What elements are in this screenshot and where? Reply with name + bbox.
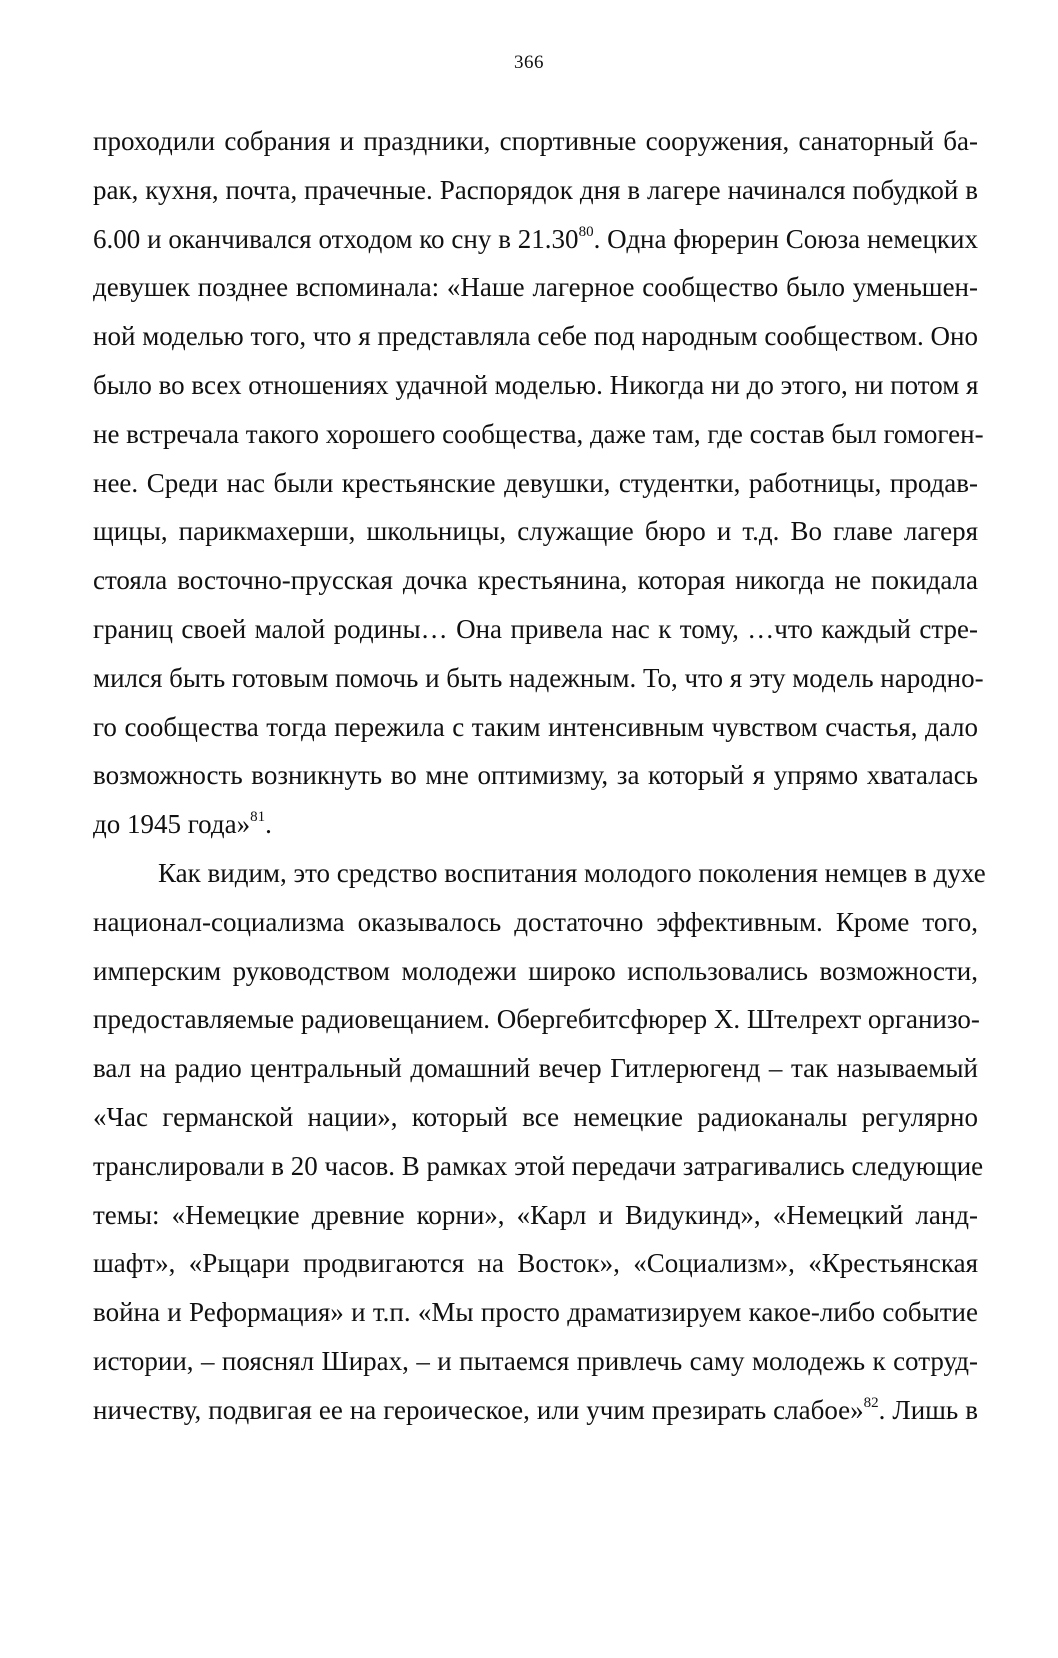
- text-line: вал на радио центральный домашний вечер Гитлерюгенд – так называемый: [93, 1053, 978, 1084]
- page-number: 366: [514, 52, 544, 73]
- text-line: не встречала такого хорошего сообщества, даже там, где состав был гомоген-: [93, 418, 984, 449]
- text-line: было во всех отношениях удачной моделью. Никогда ни до этого, ни потом я: [93, 369, 979, 400]
- text-line: нее. Среди нас были крестьянские девушки, студентки, работницы, продав-: [93, 467, 978, 498]
- text-line: истории, – пояснял Ширах, – и пытаемся привлечь саму молодежь к сотруд-: [93, 1345, 978, 1376]
- text-line: [93, 215, 978, 264]
- text-line: го сообщества тогда пережила с таким интенсивным чувством счастья, дало: [93, 711, 978, 742]
- text-line: девушек позднее вспоминала: «Наше лагерное сообщество было уменьшен-: [93, 272, 978, 303]
- paragraph-camp-life: [93, 117, 984, 849]
- text-line: транслировали в 20 часов. В рамках этой передачи затрагивались следующие: [93, 1150, 984, 1181]
- text-line: [93, 800, 978, 849]
- text-line: возможность возникнуть во мне оптимизму, за который я упрямо хваталась: [93, 760, 978, 791]
- text-line: предоставляемые радиовещанием. Обергебитсфюрер Х. Штелрехт организо-: [93, 1004, 980, 1035]
- text-fragment: до 1945 года»: [93, 809, 251, 840]
- text-line: имперским руководством молодежи широко использовались возможности,: [93, 955, 978, 986]
- text-fragment: . Лишь в: [878, 1394, 978, 1425]
- text-line: «Час германской нации», который все немецкие радиоканалы регулярно: [93, 1101, 978, 1132]
- text-line: темы: «Немецкие древние корни», «Карл и Видукинд», «Немецкий ланд-: [93, 1199, 978, 1230]
- text-line: национал-социализма оказывалось достаточно эффективным. Кроме того,: [93, 906, 978, 937]
- text-line: стояла восточно-прусская дочка крестьянина, которая никогда не покидала: [93, 565, 978, 596]
- text-line: [93, 1386, 978, 1435]
- paragraph-radio-broadcasting: [93, 849, 986, 1435]
- text-line: границ своей малой родины… Она привела нас к тому, …что каждый стре-: [93, 613, 978, 644]
- footnote-ref-80: 80: [578, 223, 594, 240]
- text-line: шафт», «Рыцари продвигаются на Восток», «Социализм», «Крестьянская: [93, 1248, 978, 1279]
- text-fragment: .: [265, 809, 272, 840]
- footnote-ref-81: 81: [250, 809, 266, 826]
- footnote-ref-82: 82: [863, 1394, 879, 1411]
- text-line: Как видим, это средство воспитания молодого поколения немцев в духе: [158, 857, 986, 888]
- text-line: щицы, парикмахерши, школьницы, служащие бюро и т.д. Во главе лагеря: [93, 516, 978, 547]
- text-line: мился быть готовым помочь и быть надежным. То, что я эту модель народно-: [93, 662, 984, 693]
- body-text: [93, 117, 986, 1435]
- text-fragment: 6.00 и оканчивался отходом ко сну в 21.30: [93, 223, 579, 254]
- text-fragment: . Одна фюрерин Союза немецких: [593, 223, 978, 254]
- text-line: рак, кухня, почта, прачечные. Распорядок дня в лагере начинался побудкой в: [93, 174, 978, 205]
- text-line: война и Реформация» и т.п. «Мы просто драматизируем какое-либо событие: [93, 1297, 978, 1328]
- text-line: проходили собрания и праздники, спортивные сооружения, санаторный ба-: [93, 126, 978, 156]
- text-fragment: ничеству, подвигая ее на героическое, или учим презирать слабое»: [93, 1394, 864, 1425]
- text-line: ной моделью того, что я представляла себе под народным сообществом. Оно: [93, 321, 978, 352]
